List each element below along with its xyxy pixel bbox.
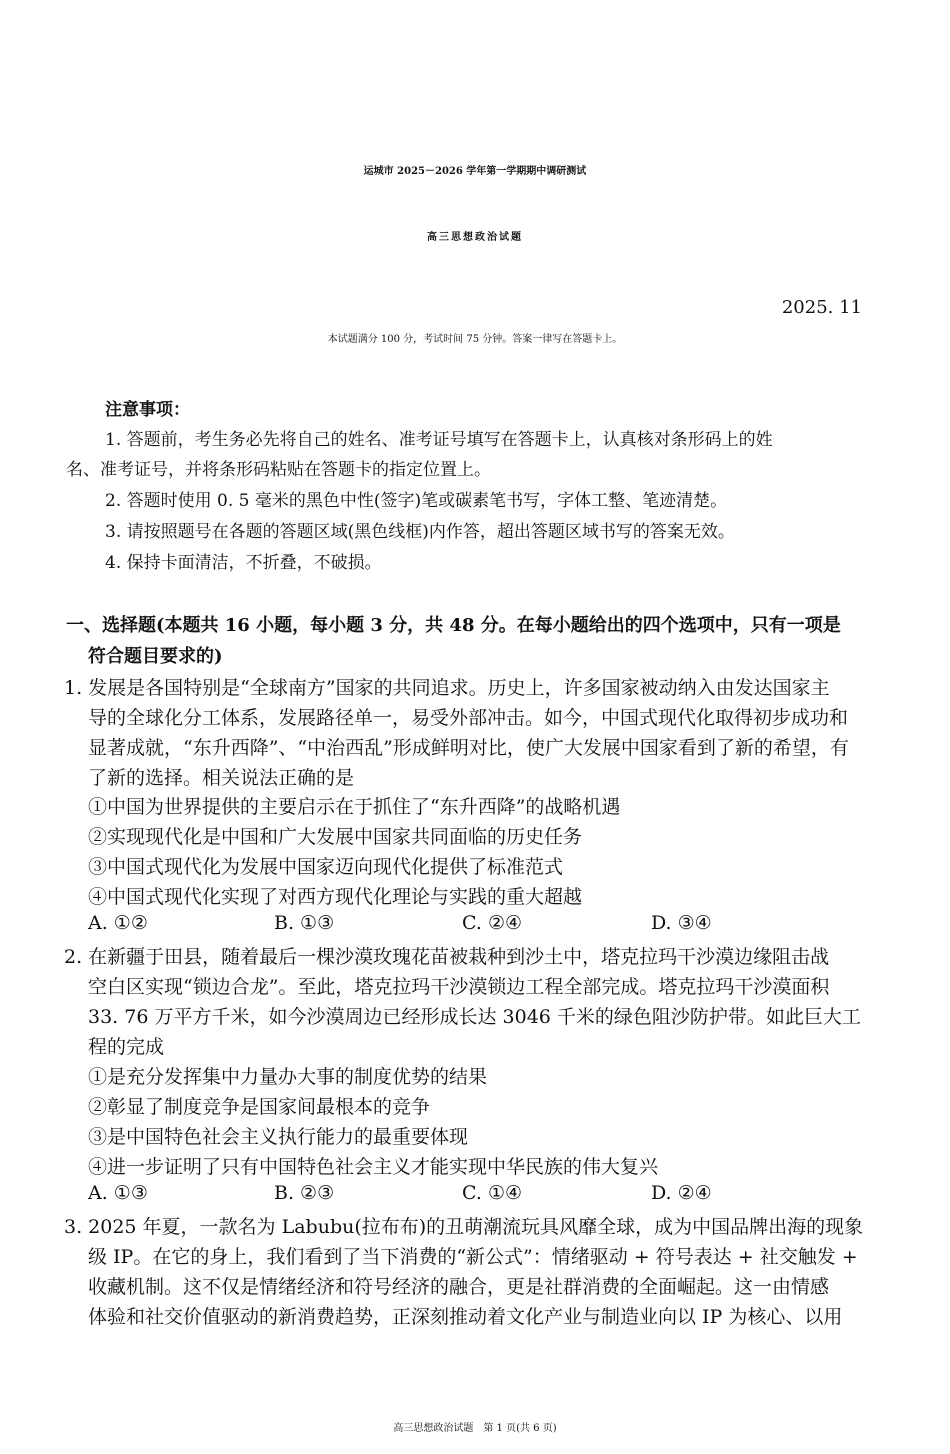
choice-d: D. ③④	[651, 912, 712, 934]
notice-item-2: 2. 答题时使用 0. 5 毫米的黑色中性(签字)笔或碳素笔书写，字体工整、笔迹清楚。	[105, 491, 728, 511]
question-text: 显著成就，“东升西降”、“中治西乱”形成鲜明对比，使广大发展中国家看到了新的希望，有	[88, 737, 849, 759]
choice-c: C. ②④	[462, 912, 523, 934]
choice-b: B. ②③	[274, 1182, 335, 1204]
question-text: 空白区实现“锁边合龙”。至此，塔克拉玛干沙漠锁边工程全部完成。塔克拉玛干沙漠面积	[88, 976, 830, 998]
section-heading-cont: 符合题目要求的)	[88, 646, 223, 667]
statement-2: ②实现现代化是中国和广大发展中国家共同面临的历史任务	[88, 826, 583, 848]
choice-a: A. ①③	[88, 1182, 148, 1204]
exam-date: 2025. 11	[781, 297, 862, 318]
notice-heading: 注意事项：	[105, 400, 190, 420]
statement-4: ④中国式现代化实现了对西方现代化理论与实践的重大超越	[88, 886, 583, 908]
statement-3: ③中国式现代化为发展中国家迈向现代化提供了标准范式	[88, 856, 564, 878]
subject-title: 高三思想政治试题	[427, 232, 523, 243]
statement-3: ③是中国特色社会主义执行能力的最重要体现	[88, 1126, 469, 1148]
choice-c: C. ①④	[462, 1182, 523, 1204]
statement-2: ②彰显了制度竞争是国家间最根本的竞争	[88, 1096, 431, 1118]
statement-4: ④进一步证明了只有中国特色社会主义才能实现中华民族的伟大复兴	[88, 1156, 659, 1178]
choice-b: B. ①③	[274, 912, 335, 934]
question-text: 了新的选择。相关说法正确的是	[88, 767, 355, 789]
question-text: 33. 76 万平方千米，如今沙漠周边已经形成长达 3046 千米的绿色阻沙防护带。如此巨大工	[88, 1006, 861, 1028]
notice-item-1-cont: 名、准考证号，并将条形码粘贴在答题卡的指定位置上。	[66, 460, 491, 480]
notice-item-1: 1. 答题前，考生务必先将自己的姓名、准考证号填写在答题卡上，认真核对条形码上的姓	[105, 430, 773, 450]
question-text: 体验和社交价值驱动的新消费趋势，正深刻推动着文化产业与制造业向以 IP 为核心、以用	[88, 1306, 843, 1328]
statement-1: ①中国为世界提供的主要启示在于抓住了“东升西降”的战略机遇	[88, 796, 621, 818]
question-text: 1. 发展是各国特别是“全球南方”国家的共同追求。历史上，许多国家被动纳入由发达国家主	[64, 677, 830, 699]
question-text: 导的全球化分工体系，发展路径单一，易受外部冲击。如今，中国式现代化取得初步成功和	[88, 707, 849, 729]
choice-d: D. ②④	[651, 1182, 712, 1204]
section-heading: 一、选择题(本题共 16 小题，每小题 3 分，共 48 分。在每小题给出的四个选项中，只有一项是	[66, 615, 841, 636]
exam-intro: 本试题满分 100 分，考试时间 75 分钟。答案一律写在答题卡上。	[327, 334, 623, 345]
notice-item-4: 4. 保持卡面清洁，不折叠，不破损。	[105, 553, 382, 573]
question-text: 级 IP。在它的身上，我们看到了当下消费的“新公式”：情绪驱动 + 符号表达 + 社交触发 +	[88, 1246, 858, 1268]
question-text: 程的完成	[88, 1036, 165, 1058]
notice-item-3: 3. 请按照题号在各题的答题区域(黑色线框)内作答，超出答题区域书写的答案无效。	[105, 522, 735, 542]
page-footer: 高三思想政治试题 第 1 页(共 6 页)	[393, 1423, 557, 1434]
question-text: 2. 在新疆于田县，随着最后一棵沙漠玫瑰花苗被栽种到沙土中，塔克拉玛干沙漠边缘阻击战	[64, 946, 830, 968]
exam-title: 运城市 2025－2026 学年第一学期期中调研测试	[363, 166, 587, 177]
choice-a: A. ①②	[88, 912, 148, 934]
statement-1: ①是充分发挥集中力量办大事的制度优势的结果	[88, 1066, 488, 1088]
question-text: 收藏机制。这不仅是情绪经济和符号经济的融合，更是社群消费的全面崛起。这一由情感	[88, 1276, 830, 1298]
question-text: 3. 2025 年夏，一款名为 Labubu(拉布布)的丑萌潮流玩具风靡全球，成为中国品牌出海的现象	[64, 1216, 864, 1238]
